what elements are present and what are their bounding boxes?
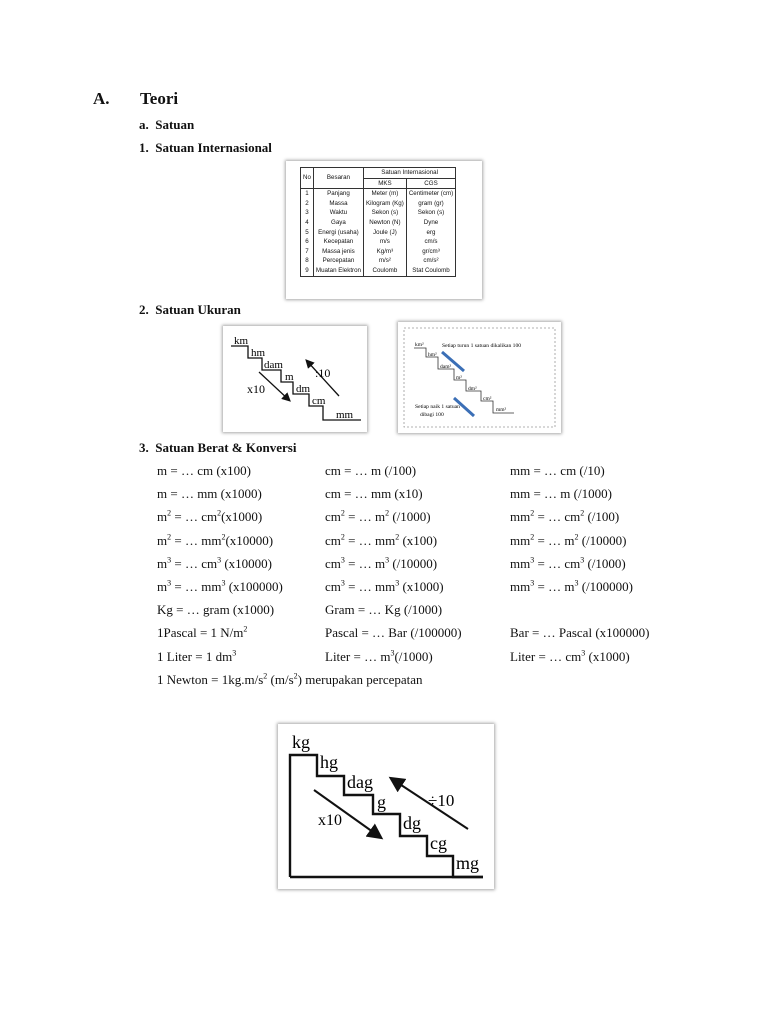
conversion-line: $cm^3$ = … $mm^3$ (x1000) <box>325 578 444 594</box>
col-no: No <box>301 168 314 189</box>
mass-stairs-figure <box>278 724 494 889</box>
row-besaran: Panjang <box>313 189 363 199</box>
si-table-row <box>301 256 456 266</box>
conversion-line: $m^2$ = … $cm^2(x1000)$ <box>157 509 263 525</box>
conversion-line: Gram = … Kg (/1000) <box>325 602 443 618</box>
row-cgs: Centimeter (cm) <box>406 189 455 199</box>
row-mks: Kilogram (Kg) <box>363 199 406 209</box>
section-title: Teori <box>140 89 179 108</box>
conversion-line: Bar = … Pascal (x100000) <box>510 625 650 641</box>
row-mks: m/s² <box>363 256 406 266</box>
row-besaran: Massa <box>313 199 363 209</box>
row-no: 9 <box>301 266 314 276</box>
bottom-note-2: dibagi 100 <box>420 412 444 418</box>
row-besaran: Percepatan <box>313 256 363 266</box>
row-cgs: erg <box>406 228 455 238</box>
row-cgs: cm/s² <box>406 256 455 266</box>
conversion-line: $m^2$ = … $mm^2(x10000)$ <box>157 532 274 548</box>
heading-satuan-internasional: 1. Satuan Internasional <box>139 140 272 155</box>
stair-unit: dg <box>403 813 421 833</box>
section-letter: A. <box>93 89 110 108</box>
row-besaran: Kecepatan <box>313 237 363 247</box>
si-table-row <box>301 208 456 218</box>
row-cgs: cm/s <box>406 237 455 247</box>
row-cgs: gr/cm³ <box>406 247 455 257</box>
conversion-line: cm = … m (/100) <box>325 463 417 478</box>
col-cgs: CGS <box>406 178 455 189</box>
down-label: x10 <box>318 812 342 829</box>
conversion-column-3 <box>510 463 649 672</box>
conversion-line <box>510 602 649 625</box>
si-table-row <box>301 218 456 228</box>
row-no: 2 <box>301 199 314 209</box>
length-stairs-diagram <box>223 326 367 432</box>
conversion-line: mm = … cm (/10) <box>510 463 605 478</box>
si-table-row <box>301 247 456 257</box>
conversion-line: cm = … mm (x10) <box>325 486 423 502</box>
row-no: 5 <box>301 228 314 238</box>
conversion-line: $cm^2$ = … $mm^2$ (x100) <box>325 532 438 548</box>
row-mks: Joule (J) <box>363 228 406 238</box>
conversion-line: $m^3$ = … $mm^3$ (x100000) <box>157 578 283 594</box>
row-no: 3 <box>301 208 314 218</box>
heading-satuan-ukuran: 2. Satuan Ukuran <box>139 302 241 317</box>
stair-unit: mm <box>336 409 354 421</box>
row-cgs: Stat Coulomb <box>406 266 455 276</box>
si-table <box>300 167 456 277</box>
mass-stairs-diagram <box>278 724 494 889</box>
conversion-line: 1 Liter = 1 $dm^3$ <box>157 648 237 664</box>
row-no: 7 <box>301 247 314 257</box>
row-mks: Newton (N) <box>363 218 406 228</box>
row-mks: Kg/m³ <box>363 247 406 257</box>
row-mks: m/s <box>363 237 406 247</box>
conversion-line: Pascal = … Bar (/100000) <box>325 625 462 641</box>
bottom-note-1: Setiap naik 1 satuan <box>415 404 460 410</box>
si-table-row <box>301 199 456 209</box>
stair-unit: kg <box>292 732 310 752</box>
row-no: 6 <box>301 237 314 247</box>
si-table-figure <box>286 161 482 299</box>
row-cgs: Sekon (s) <box>406 208 455 218</box>
si-table-row <box>301 228 456 238</box>
up-label: ÷10 <box>428 791 455 810</box>
si-table-row <box>301 266 456 276</box>
row-besaran: Energi (usaha) <box>313 228 363 238</box>
stair-unit: mm² <box>496 407 507 413</box>
conversion-line: $cm^3$ = … $m^3$ (/10000) <box>325 555 438 571</box>
conversion-line: $mm^3$ = … $m^3$ (/100000) <box>510 578 633 594</box>
row-cgs: gram (gr) <box>406 199 455 209</box>
up-label: :10 <box>315 366 331 380</box>
conversion-line: $m^3$ = … $cm^3$ (x10000) <box>157 555 273 571</box>
conversion-line: 1Pascal = 1 $N/m^2$ <box>157 624 248 641</box>
conversion-line: Kg = … gram (x1000) <box>157 602 275 618</box>
row-besaran: Massa jenis <box>313 247 363 257</box>
area-stairs-diagram <box>398 322 561 433</box>
stair-unit: g <box>377 792 386 812</box>
conversion-line: m = … mm (x1000) <box>157 486 262 502</box>
stair-unit: dag <box>347 772 373 792</box>
row-mks: Coulomb <box>363 266 406 276</box>
subheading-satuan: a. Satuan <box>139 117 195 132</box>
row-besaran: Gaya <box>313 218 363 228</box>
stair-unit: cg <box>430 833 447 853</box>
row-cgs: Dyne <box>406 218 455 228</box>
stair-unit: m <box>285 371 294 383</box>
col-group: Satuan Internasional <box>363 168 455 179</box>
conversion-line: $mm^2$ = … $m^2$ (/10000) <box>510 532 627 548</box>
row-no: 1 <box>301 189 314 199</box>
area-stairs-figure <box>398 322 561 433</box>
stair-unit: cm² <box>483 396 492 402</box>
conversion-line: $mm^2$ = … $cm^2$ (/100) <box>510 509 620 525</box>
conversion-column-2 <box>325 463 462 672</box>
heading-satuan-berat: 3. Satuan Berat & Konversi <box>139 440 297 455</box>
row-no: 8 <box>301 256 314 266</box>
si-table-row <box>301 189 456 199</box>
row-mks: Meter (m) <box>363 189 406 199</box>
conversion-line: Liter = … $cm^3$ (x1000) <box>510 648 630 664</box>
stair-unit: dm² <box>468 386 477 392</box>
row-mks: Sekon (s) <box>363 208 406 218</box>
stair-unit: hm <box>251 347 266 359</box>
row-no: 4 <box>301 218 314 228</box>
conversion-line: $cm^2$ = … $m^2$ (/1000) <box>325 509 431 525</box>
length-stairs-figure <box>223 326 367 432</box>
conversion-line: $mm^3$ = … $cm^3$ (/1000) <box>510 555 626 571</box>
conversion-line: 1 Newton = $1kg.m/s^2$ $(m/s^2)$ merupakan percepatan <box>157 671 423 687</box>
stair-unit: dm <box>296 383 311 395</box>
down-label: x10 <box>247 382 265 396</box>
stair-unit: dam² <box>440 364 452 370</box>
stair-unit: dam <box>264 359 283 371</box>
stair-unit: hg <box>320 752 338 772</box>
top-note: Setiap turun 1 satuan dikalikan 100 <box>442 343 522 349</box>
col-besaran: Besaran <box>313 168 363 189</box>
stair-unit: mg <box>456 853 480 873</box>
stair-unit: cm <box>312 395 326 407</box>
si-table-row <box>301 237 456 247</box>
conversion-line: m = … cm (x100) <box>157 463 251 478</box>
stair-unit: hm² <box>428 352 437 358</box>
row-besaran: Waktu <box>313 208 363 218</box>
conversion-line: mm = … m (/1000) <box>510 486 612 502</box>
stair-unit: km <box>234 335 249 347</box>
row-besaran: Muatan Elektron <box>313 266 363 276</box>
col-mks: MKS <box>363 178 406 189</box>
stair-unit: km² <box>415 342 424 348</box>
conversion-line: Liter = … $m^3(/1000)$ <box>325 648 433 664</box>
stair-unit: m² <box>456 375 462 381</box>
